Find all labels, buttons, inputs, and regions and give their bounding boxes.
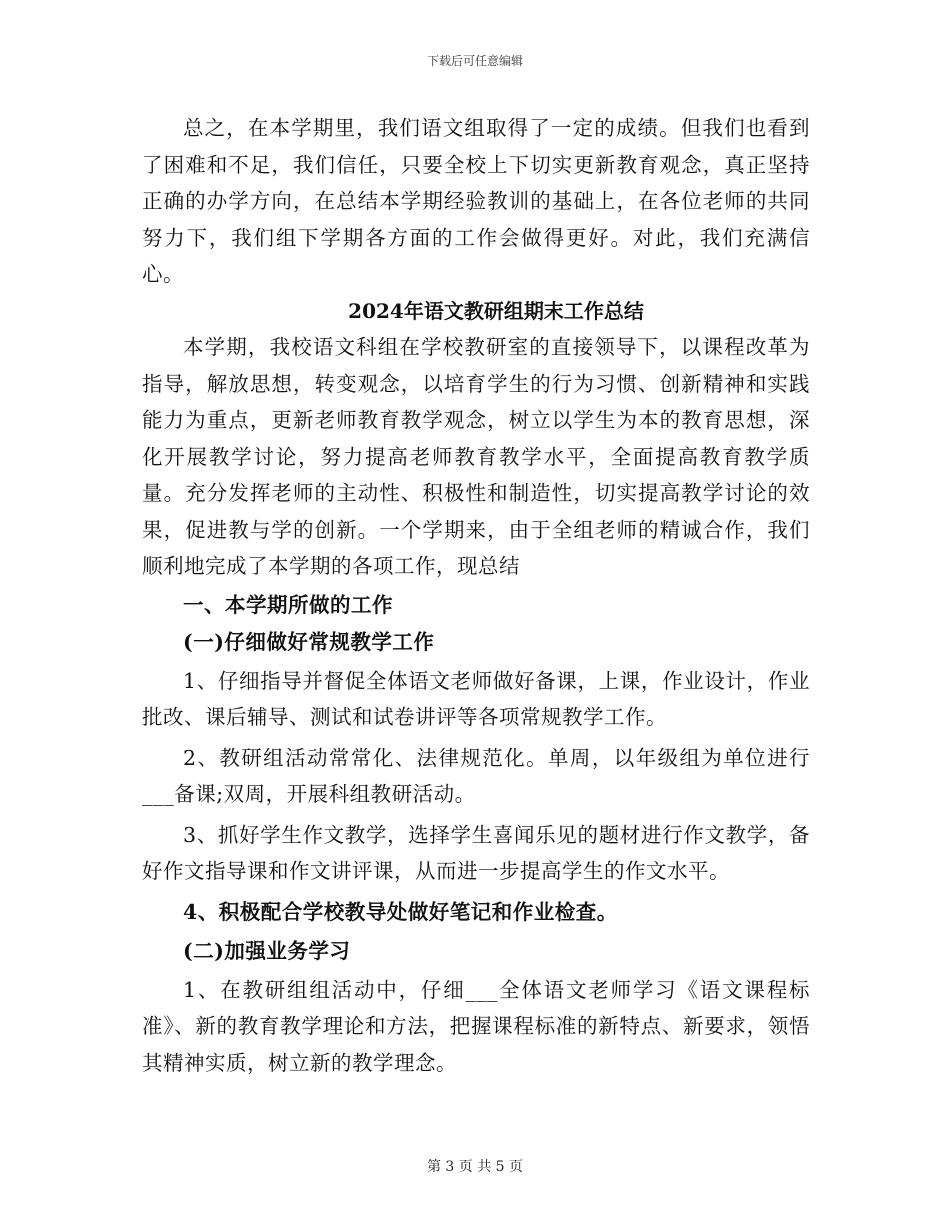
list-item-4: 4、积极配合学校教导处做好笔记和作业检查。 — [183, 899, 618, 924]
list-item-1: 1、仔细指导并督促全体语文老师做好备课，上课，作业设计，作业批改、课后辅导、测试和试卷讲评等各项常规教学工作。 — [142, 668, 810, 729]
list-item-5: 1、在教研组组活动中，仔细___全体语文老师学习《语文课程标准》、新的教育教学理论和方法，把握课程标准的新特点、新要求，领悟其精神实质，树立新的教学理念。 — [142, 977, 810, 1075]
subsection-heading-1: (一)仔细做好常规教学工作 — [183, 629, 435, 654]
page-header: 下载后可任意编辑 — [426, 54, 523, 68]
closing-paragraph: 总之，在本学期里，我们语文组取得了一定的成绩。但我们也看到了困难和不足，我们信任，只要全校上下切实更新教育观念，真正坚持正确的办学方向，在总结本学期经验教训的基础上，在各位老师的共同努力下，我们组下学期各方面的工作会做得更好。对此，我们充满信心。 — [142, 116, 810, 286]
page-footer: 第 3 页 共 5 页 — [426, 1159, 524, 1175]
list-item-2: 2、教研组活动常常化、法律规范化。单周，以年级组为单位进行___备课;双周，开展科组教研活动。 — [142, 745, 810, 806]
section-heading-1: 一、本学期所做的工作 — [183, 592, 393, 617]
document-body — [142, 110, 810, 1081]
subsection-heading-2: (二)加强业务学习 — [183, 938, 351, 963]
list-item-3: 3、抓好学生作文教学，选择学生喜闻乐见的题材进行作文教学，备好作文指导课和作文讲评课，从而进一步提高学生的作文水平。 — [142, 822, 810, 883]
intro-paragraph: 本学期，我校语文科组在学校教研室的直接领导下，以课程改革为指导，解放思想，转变观念，以培育学生的行为习惯、创新精神和实践能力为重点，更新老师教育教学观念，树立以学生为本的教育思想，深化开展教学讨论，努力提高老师教育教学水平，全面提高教育教学质量。充分发挥老师的主动性、积极性和制造性，切实提高教学讨论的效果，促进教与学的创新。一个学期来，由于全组老师的精诚合作，我们顺利地完成了本学期的各项工作，现总结 — [142, 335, 810, 578]
document-title: 2024年语文教研组期末工作总结 — [348, 298, 644, 323]
